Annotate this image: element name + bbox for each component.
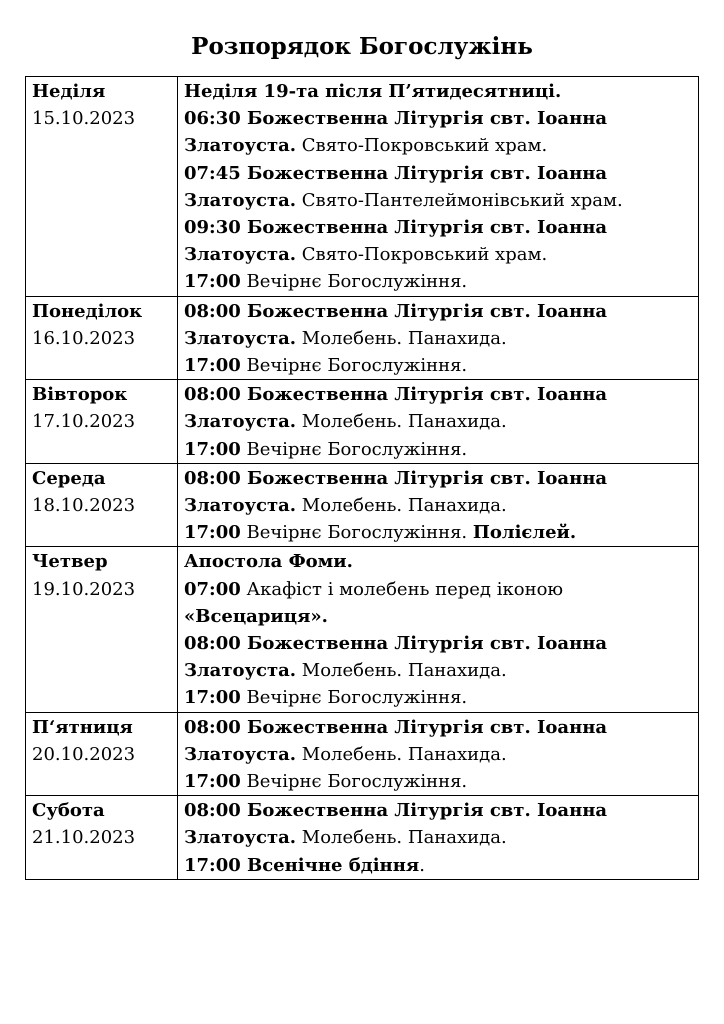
service-text: Свято-Покровський храм. <box>296 135 548 157</box>
service-text-bold: 06:30 Божественна Літургія свт. Іоанна <box>184 108 608 130</box>
day-date: 16.10.2023 <box>32 327 136 349</box>
service-text: Вечірнє Богослужіння. <box>240 687 468 709</box>
service-text: Акафіст і молебень перед іконою <box>240 578 564 600</box>
service-line <box>184 381 693 408</box>
table-row <box>26 463 699 547</box>
service-text-bold: Златоуста. <box>184 189 297 211</box>
service-line <box>184 268 693 295</box>
service-text-bold: 08:00 Божественна Літургія свт. Іоанна <box>184 633 608 655</box>
service-line <box>184 576 693 603</box>
day-name: Понеділок <box>32 300 143 322</box>
service-line <box>184 298 693 325</box>
service-text-bold: 17:00 <box>184 271 241 293</box>
day-name: Четвер <box>32 551 108 573</box>
schedule-table <box>25 76 699 880</box>
service-line <box>184 768 693 795</box>
service-text-bold: 17:00 <box>184 687 241 709</box>
service-line <box>184 519 693 546</box>
day-date: 20.10.2023 <box>32 743 136 765</box>
service-text: Молебень. Панахида. <box>296 660 507 682</box>
service-line <box>184 548 693 575</box>
service-text-bold: Неділя 19-та після П’ятидесятниці. <box>184 81 562 102</box>
service-line <box>184 436 693 463</box>
service-line <box>184 214 693 241</box>
services-cell <box>178 547 699 712</box>
service-text-bold: 17:00 <box>184 771 241 793</box>
table-row <box>26 712 699 796</box>
service-line <box>184 603 693 630</box>
service-text-bold: 08:00 Божественна Літургія свт. Іоанна <box>184 716 608 738</box>
service-line <box>184 160 693 187</box>
service-text-bold: 17:00 <box>184 522 241 544</box>
service-text: Вечірнє Богослужіння. <box>240 771 468 793</box>
service-line <box>184 492 693 519</box>
service-text-bold: Златоуста. <box>184 827 297 849</box>
service-line <box>184 241 693 268</box>
services-cell <box>178 296 699 380</box>
day-name: П‘ятниця <box>32 716 133 738</box>
day-cell <box>26 712 178 796</box>
service-text-bold: Златоуста. <box>184 411 297 433</box>
service-line <box>184 852 693 879</box>
service-text: . <box>419 854 425 876</box>
table-row <box>26 547 699 712</box>
service-text-bold: 08:00 Божественна Літургія свт. Іоанна <box>184 800 608 822</box>
services-cell <box>178 463 699 547</box>
service-text-bold: Апостола Фоми. <box>184 551 353 573</box>
service-text-bold: 09:30 Божественна Літургія свт. Іоанна <box>184 217 608 239</box>
service-text-bold: «Всецариця». <box>184 605 328 627</box>
table-row <box>26 380 699 464</box>
service-text: Молебень. Панахида. <box>296 743 507 765</box>
services-cell <box>178 796 699 880</box>
table-row <box>26 796 699 880</box>
service-text-bold: 07:00 <box>184 578 241 600</box>
service-text-bold: 17:00 <box>184 355 241 377</box>
table-row <box>26 296 699 380</box>
day-cell <box>26 547 178 712</box>
service-text: Вечірнє Богослужіння. <box>240 438 468 460</box>
day-date: 17.10.2023 <box>32 411 136 433</box>
service-line <box>184 325 693 352</box>
service-line <box>184 657 693 684</box>
service-text-bold: 08:00 Божественна Літургія свт. Іоанна <box>184 384 608 406</box>
service-text: Вечірнє Богослужіння. <box>240 522 473 544</box>
schedule-body <box>26 77 699 880</box>
service-text: Вечірнє Богослужіння. <box>240 355 468 377</box>
service-text: Свято-Пантелеймонівський храм. <box>296 189 623 211</box>
service-text-bold: Златоуста. <box>184 660 297 682</box>
service-text-bold: 07:45 Божественна Літургія свт. Іоанна <box>184 162 608 184</box>
day-date: 19.10.2023 <box>32 578 136 600</box>
service-text: Молебень. Панахида. <box>296 827 507 849</box>
day-date: 15.10.2023 <box>32 108 136 130</box>
page-title: Розпорядок Богослужінь <box>191 33 533 60</box>
service-line <box>184 408 693 435</box>
service-line <box>184 465 693 492</box>
service-text: Свято-Покровський храм. <box>296 244 548 266</box>
service-line <box>184 132 693 159</box>
day-name: Середа <box>32 467 106 489</box>
service-line <box>184 824 693 851</box>
service-text-bold: 17:00 Всенічне бдіння <box>184 854 420 876</box>
table-row <box>26 77 699 297</box>
services-cell <box>178 380 699 464</box>
service-line <box>184 105 693 132</box>
service-text: Молебень. Панахида. <box>296 327 507 349</box>
day-name: Субота <box>32 800 105 822</box>
day-date: 21.10.2023 <box>32 827 136 849</box>
service-text-bold: 08:00 Божественна Літургія свт. Іоанна <box>184 300 608 322</box>
day-cell <box>26 380 178 464</box>
services-cell <box>178 712 699 796</box>
service-line <box>184 78 693 105</box>
service-line <box>184 352 693 379</box>
services-cell <box>178 77 699 297</box>
service-text-bold: Златоуста. <box>184 244 297 266</box>
service-text: Молебень. Панахида. <box>296 411 507 433</box>
day-cell <box>26 77 178 297</box>
day-cell <box>26 463 178 547</box>
day-name: Неділя <box>32 81 106 102</box>
day-date: 18.10.2023 <box>32 495 136 517</box>
service-text-bold: 17:00 <box>184 438 241 460</box>
service-line <box>184 797 693 824</box>
service-text-bold: Златоуста. <box>184 743 297 765</box>
day-cell <box>26 296 178 380</box>
service-line <box>184 741 693 768</box>
service-text: Вечірнє Богослужіння. <box>240 271 468 293</box>
service-text-bold: Златоуста. <box>184 327 297 349</box>
service-line <box>184 630 693 657</box>
day-cell <box>26 796 178 880</box>
service-text-bold: Полієлей. <box>472 522 577 544</box>
day-name: Вівторок <box>32 384 128 406</box>
service-text: Молебень. Панахида. <box>296 495 507 517</box>
service-line <box>184 684 693 711</box>
service-text-bold: Златоуста. <box>184 495 297 517</box>
service-text-bold: 08:00 Божественна Літургія свт. Іоанна <box>184 467 608 489</box>
service-line <box>184 187 693 214</box>
service-text-bold: Златоуста. <box>184 135 297 157</box>
service-line <box>184 714 693 741</box>
